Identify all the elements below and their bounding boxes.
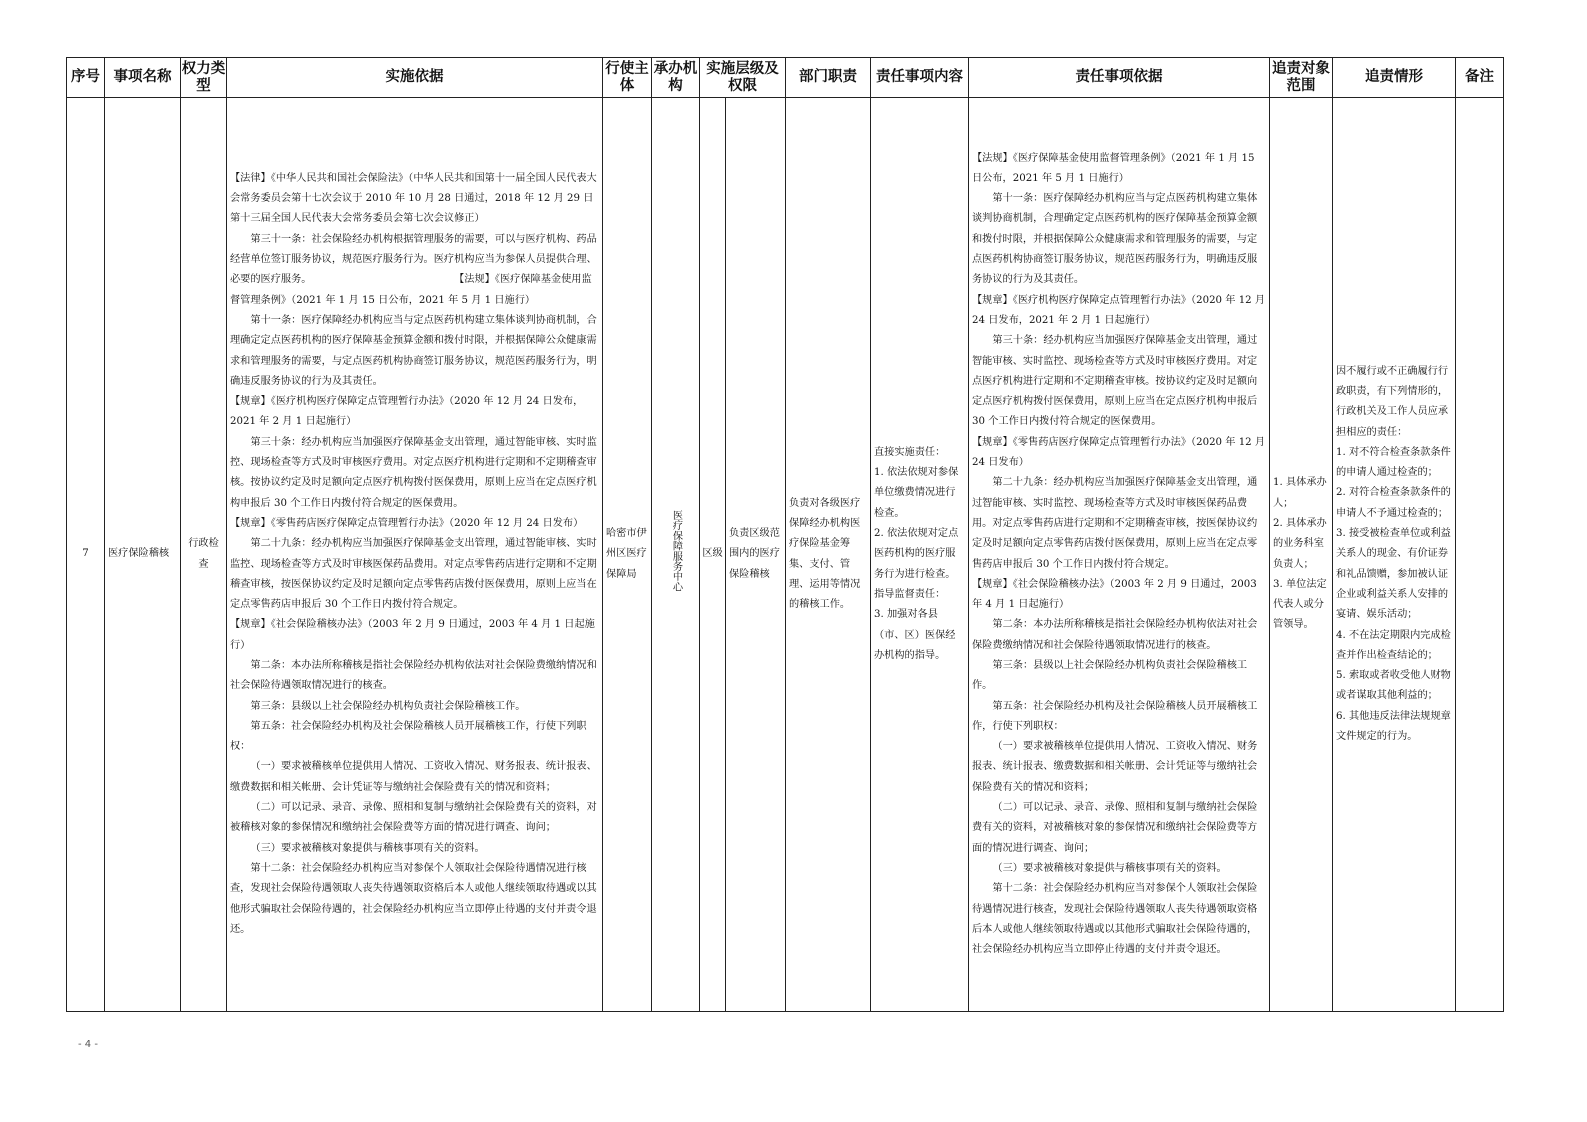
resp-basis-para: 第五条：社会保险经办机构及社会保险稽核人员开展稽核工作，行使下列职权： — [972, 700, 1258, 732]
resp-basis-para: 第二十九条：经办机构应当加强医疗保障基金支出管理，通过智能审核、实时监控、现场检查等方式及时审核医保药品费用。对定点零售药店进行定期和不定期稽查审核，按医保协议约定及时足额向定点零售药店拨付医保费用，原则上应当在定点零售药店申报后 30 个工作日内拨付符合规定。 — [972, 477, 1258, 570]
cell-power-type: 行政检查 — [181, 98, 227, 1012]
content-line: 1. 依法依规对参保单位缴费情况进行检查。 — [874, 467, 959, 519]
header-power-type: 权力类型 — [181, 58, 227, 98]
cell-duty: 负责对各级医疗保障经办机构医疗保险基金筹集、支付、管理、运用等情况的稽核工作。 — [786, 98, 871, 1012]
resp-basis-para: （二）可以记录、录音、录像、照相和复制与缴纳社会保险费有关的资料，对被稽核对象的参保情况和缴纳社会保险费等方面的情况进行调查、询问； — [972, 802, 1258, 854]
header-note: 备注 — [1456, 58, 1504, 98]
resp-basis-para: 第二条：本办法所称稽核是指社会保险经办机构依法对社会保险费缴纳情况和社会保险待遇领取情况进行的核查。 — [972, 619, 1258, 651]
basis-para: （三）要求被稽核对象提供与稽核事项有关的资料。 — [250, 842, 485, 854]
content-line: 2. 依法依规对定点医药机构的医疗服务行为进行检查。 — [874, 528, 959, 580]
cell-resp-basis — [969, 98, 1270, 1012]
resp-basis-para: （三）要求被稽核对象提供与稽核事项有关的资料。 — [992, 862, 1227, 874]
header-item-name: 事项名称 — [105, 58, 181, 98]
cell-level: 区级 — [700, 98, 726, 1012]
header-seq: 序号 — [67, 58, 105, 98]
content-line: 直接实施责任： — [874, 446, 946, 458]
cell-authority: 负责区级范围内的医疗保险稽核 — [726, 98, 786, 1012]
cell-cases — [1333, 98, 1456, 1012]
basis-para: 第二十九条：经办机构应当加强医疗保障基金支出管理，通过智能审核、实时监控、现场检查等方式及时审核医保药品费用。对定点零售药店进行定期和不定期稽查审核，按医保协议约定及时足额向定点零售药店拨付医保费用，原则上应当在定点零售药店申报后 30 个工作日内拨付符合规定。 — [230, 538, 597, 611]
header-resp-content: 责任事项内容 — [871, 58, 969, 98]
cell-note — [1456, 98, 1504, 1012]
case-line: 2. 对符合检查条款条件的申请人不予通过检查的； — [1336, 487, 1451, 519]
basis-para: 第十二条：社会保险经办机构应当对参保个人领取社会保险待遇情况进行核查，发现社会保险待遇领取人丧失待遇领取资格后本人或他人继续领取待遇或以其他形式骗取社会保险待遇的，社会保险经办机构应当立即停止待遇的支付并责令退还。 — [230, 862, 597, 935]
cell-agency — [652, 98, 700, 1012]
cell-seq: 7 — [67, 98, 105, 1012]
resp-basis-para: 第三十条：经办机构应当加强医疗保障基金支出管理，通过智能审核、实时监控、现场检查等方式及时审核医疗费用。对定点医疗机构进行定期和不定期稽查审核。按协议约定及时足额向定点医疗机构拨付医保费用，原则上应当在定点医疗机构申报后 30 个工作日内拨付符合规定的医保费用。 — [972, 335, 1258, 428]
basis-para: （一）要求被稽核单位提供用人情况、工资收入情况、财务报表、统计报表、缴费数据和相关帐册、会计凭证等与缴纳社会保险费有关的情况和资料； — [230, 761, 597, 793]
resp-basis-para: 第十二条：社会保险经办机构应当对参保个人领取社会保险待遇情况进行核查，发现社会保险待遇领取人丧失待遇领取资格后本人或他人继续领取待遇或以其他形式骗取社会保险待遇的，社会保险经办机构应当立即停止待遇的支付并责令退还。 — [972, 883, 1258, 956]
case-line: 5. 索取或者收受他人财物或者谋取其他利益的； — [1336, 670, 1451, 702]
case-line: 因不履行或不正确履行行政职责，有下列情形的，行政机关及工作人员应承担相应的责任： — [1336, 365, 1449, 438]
cell-item-name: 医疗保险稽核 — [105, 98, 181, 1012]
cell-basis — [227, 98, 603, 1012]
resp-basis-para: （一）要求被稽核单位提供用人情况、工资收入情况、财务报表、统计报表、缴费数据和相关帐册、会计凭证等与缴纳社会保险费有关的情况和资料； — [972, 741, 1258, 793]
cell-resp-content — [871, 98, 969, 1012]
agency-vertical-text: 医疗保障服务中心 — [670, 509, 682, 592]
page-number: - 4 - — [78, 1039, 98, 1050]
case-line: 6. 其他违反法律法规规章文件规定的行为。 — [1336, 710, 1451, 743]
basis-para: 第三十条：经办机构应当加强医疗保障基金支出管理，通过智能审核、实时监控、现场检查等方式及时审核医疗费用。对定点医疗机构进行定期和不定期稽查审核。按协议约定及时足额向定点医疗机构拨付医保费用，原则上应当在定点医疗机构申报后 30 个工作日内拨付符合规定的医保费用。 — [230, 436, 597, 509]
resp-basis-para: 【规章】《零售药店医疗保障定点管理暂行办法》（2020 年 12 月 24 日发布） — [972, 436, 1266, 469]
content-line: 指导监督责任： — [874, 588, 946, 600]
resp-basis-para: 第十一条：医疗保障经办机构应当与定点医药机构建立集体谈判协商机制，合理确定定点医药机构的医疗保障基金预算金额和拨付时限，并根据保障公众健康需求和管理服务的需要，与定点医药机构协商签订服务协议，规范医药服务行为，明确违反服务协议的行为及其责任。 — [972, 193, 1258, 286]
resp-basis-para: 【法规】《医疗保障基金使用监督管理条例》（2021 年 1 月 15 日公布，2021 年 5 月 1 日施行） — [972, 152, 1255, 184]
basis-para: 第三十一条：社会保险经办机构根据管理服务的需要，可以与医疗机构、药品经营单位签订服务协议，规范医疗服务行为。医疗机构应当为参保人员提供合理、必要的医疗服务。 【法规】《医疗保障基金使用监督管理条例》（2021 年 1 月 15 日公布，2021 年 5 月 1 日施行） — [230, 233, 597, 306]
case-line: 3. 接受被检查单位或利益关系人的现金、有价证券和礼品馈赠，参加被认证企业或利益关系人安排的宴请、娱乐活动； — [1336, 528, 1451, 621]
cell-scope — [1270, 98, 1333, 1012]
header-resp-basis: 责任事项依据 — [969, 58, 1270, 98]
header-row — [67, 58, 1504, 98]
basis-para: 第二条：本办法所称稽核是指社会保险经办机构依法对社会保险费缴纳情况和社会保险待遇领取情况进行的核查。 — [230, 659, 597, 692]
basis-para: 第十一条：医疗保障经办机构应当与定点医药机构建立集体谈判协商机制，合理确定定点医药机构的医疗保障基金预算金额和拨付时限，并根据保障公众健康需求和管理服务的需要，与定点医药机构协商签订服务协议，规范医药服务行为，明确违反服务协议的行为及其责任。 — [230, 314, 597, 387]
header-scope: 追责对象范围 — [1270, 58, 1333, 98]
basis-para: 第五条：社会保险经办机构及社会保险稽核人员开展稽核工作，行使下列职权： — [230, 720, 587, 753]
basis-para: 【法律】《中华人民共和国社会保险法》（中华人民共和国第十一届全国人民代表大会常务委员会第十七次会议于 2010 年 10 月 28 日通过，2018 年 12 月 29 日第十三届全国人民代表大会常务委员会第七次会议修正） — [230, 172, 597, 225]
resp-basis-para: 【规章】《医疗机构医疗保障定点管理暂行办法》（2020 年 12 月 24 日发布，2021 年 2 月 1 日起施行） — [972, 294, 1266, 326]
table-row — [67, 98, 1504, 1012]
power-list-table — [66, 57, 1504, 1012]
scope-line: 3. 单位法定代表人或分管领导。 — [1273, 578, 1327, 631]
basis-para: （二）可以记录、录音、录像、照相和复制与缴纳社会保险费有关的资料，对被稽核对象的参保情况和缴纳社会保险费等方面的情况进行调查、询问； — [230, 802, 597, 834]
basis-para: 【规章】《社会保险稽核办法》（2003 年 2 月 9 日通过，2003 年 4 月 1 日起施行） — [230, 619, 595, 651]
header-level: 实施层级及权限 — [700, 58, 786, 98]
basis-para: 第三条：县级以上社会保险经办机构负责社会保险稽核工作。 — [250, 700, 526, 712]
header-cases: 追责情形 — [1333, 58, 1456, 98]
header-agency: 承办机构 — [652, 58, 700, 98]
cell-subject: 哈密市伊州区医疗保障局 — [603, 98, 652, 1012]
header-duty: 部门职责 — [786, 58, 871, 98]
scope-line: 2. 具体承办的业务科室负责人； — [1273, 517, 1327, 570]
basis-para: 【规章】《医疗机构医疗保障定点管理暂行办法》（2020 年 12 月 24 日发布，2021 年 2 月 1 日起施行） — [230, 396, 584, 428]
header-subject: 行使主体 — [603, 58, 652, 98]
case-line: 4. 不在法定期限内完成检查并作出检查结论的； — [1336, 629, 1451, 661]
resp-basis-para: 第三条：县级以上社会保险经办机构负责社会保险稽核工作。 — [972, 659, 1248, 692]
basis-para: 【规章】《零售药店医疗保障定点管理暂行办法》（2020 年 12 月 24 日发布） — [230, 517, 584, 529]
scope-line: 1. 具体承办人； — [1273, 477, 1327, 509]
content-line: 3. 加强对各县（市、区）医保经办机构的指导。 — [874, 609, 956, 661]
header-basis: 实施依据 — [227, 58, 603, 98]
case-line: 1. 对不符合检查条款条件的申请人通过检查的； — [1336, 446, 1451, 479]
resp-basis-para: 【规章】《社会保险稽核办法》（2003 年 2 月 9 日通过，2003 年 4 月 1 日起施行） — [972, 578, 1257, 611]
